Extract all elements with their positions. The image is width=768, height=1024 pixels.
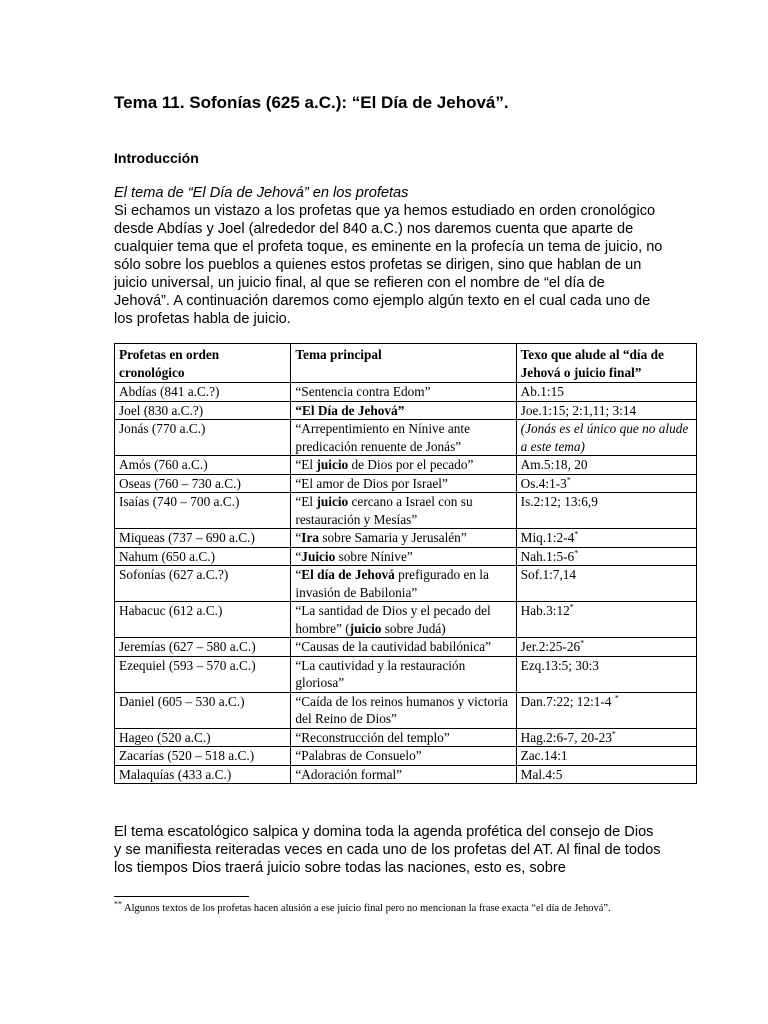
prophet-cell: Isaías (740 – 700 a.C.) bbox=[115, 493, 291, 529]
table-header-row bbox=[115, 344, 697, 383]
theme-cell bbox=[291, 456, 516, 475]
reference-text: Ab.1:15 bbox=[520, 384, 564, 399]
prophet-cell: Oseas (760 – 730 a.C.) bbox=[115, 474, 291, 493]
theme-cell bbox=[291, 638, 516, 657]
footnote-mark: * bbox=[569, 602, 574, 612]
prophet-cell: Daniel (605 – 530 a.C.) bbox=[115, 692, 291, 728]
prophet-cell: Nahum (650 a.C.) bbox=[115, 547, 291, 566]
theme-text: de Dios por el pecado” bbox=[348, 457, 474, 472]
reference-text: Joe.1:15; 2:1,11; 3:14 bbox=[520, 402, 637, 418]
theme-emphasis: juicio bbox=[316, 457, 349, 472]
prophet-cell: Zacarías (520 – 518 a.C.) bbox=[115, 747, 291, 766]
reference-cell bbox=[516, 638, 696, 657]
reference-cell bbox=[516, 420, 696, 456]
reference-cell bbox=[516, 401, 696, 420]
prophets-table bbox=[114, 343, 697, 784]
reference-cell bbox=[516, 692, 696, 728]
theme-cell bbox=[291, 493, 516, 529]
table-row bbox=[115, 529, 697, 548]
theme-text: sobre Judá) bbox=[381, 620, 446, 636]
theme-text: “Adoración formal” bbox=[295, 766, 403, 782]
reference-cell bbox=[516, 747, 696, 766]
theme-text: “Causas de la cautividad babilónica” bbox=[295, 639, 492, 654]
reference-text: Hab.3:12 bbox=[520, 603, 570, 618]
reference-cell bbox=[516, 529, 696, 548]
prophet-cell: Amós (760 a.C.) bbox=[115, 456, 291, 475]
theme-emphasis: juicio bbox=[349, 620, 382, 636]
footnote-text: Algunos textos de los profetas hacen alusión a ese juicio final pero no mencionan la frase exacta “el día de Jehová”. bbox=[122, 903, 611, 914]
reference-text: Zac.14:1 bbox=[520, 748, 568, 763]
prophet-cell: Joel (830 a.C.?) bbox=[115, 401, 291, 420]
theme-text: “La santidad de Dios y el pecado del hombre” ( bbox=[295, 603, 491, 636]
reference-text: Am.5:18, 20 bbox=[520, 457, 588, 472]
theme-emphasis: El día de Jehová bbox=[301, 567, 395, 582]
reference-text: (Jonás es el único que no alude a este tema) bbox=[520, 421, 689, 454]
footnote-mark: * bbox=[611, 729, 616, 739]
footnote-mark: * bbox=[614, 693, 619, 703]
table-row bbox=[115, 383, 697, 402]
reference-cell bbox=[516, 493, 696, 529]
page-title: Tema 11. Sofonías (625 a.C.): “El Día de Jehová”. bbox=[114, 93, 509, 112]
reference-text: Mal.4:5 bbox=[520, 766, 563, 782]
theme-text: “Palabras de Consuelo” bbox=[295, 748, 422, 763]
table-row bbox=[115, 728, 697, 747]
theme-cell bbox=[291, 474, 516, 493]
intro-block bbox=[114, 184, 664, 328]
footnote-mark: * bbox=[574, 529, 579, 539]
theme-text: “Sentencia contra Edom” bbox=[295, 384, 431, 399]
theme-cell bbox=[291, 547, 516, 566]
footnote-mark: * bbox=[566, 475, 571, 485]
table-row bbox=[115, 747, 697, 766]
table-row bbox=[115, 474, 697, 493]
table-row bbox=[115, 765, 697, 784]
theme-cell bbox=[291, 401, 516, 420]
theme-text: “La cautividad y la restauración gloriosa” bbox=[295, 657, 466, 690]
theme-text: sobre Samaria y Jerusalén” bbox=[319, 530, 467, 545]
reference-cell bbox=[516, 566, 696, 602]
table-row bbox=[115, 602, 697, 638]
theme-text: “Arrepentimiento en Nínive ante predicación renuente de Jonás” bbox=[295, 421, 471, 454]
prophet-cell: Jeremías (627 – 580 a.C.) bbox=[115, 638, 291, 657]
theme-cell bbox=[291, 656, 516, 692]
reference-text: Os.4:1-3 bbox=[520, 475, 567, 491]
table-body bbox=[115, 383, 697, 784]
theme-cell bbox=[291, 765, 516, 784]
theme-cell bbox=[291, 728, 516, 747]
theme-cell bbox=[291, 529, 516, 548]
theme-emphasis: Ira bbox=[301, 530, 320, 545]
table-row bbox=[115, 656, 697, 692]
theme-text: “El bbox=[295, 457, 317, 472]
reference-text: Nah.1:5-6 bbox=[520, 548, 575, 564]
reference-cell bbox=[516, 474, 696, 493]
theme-cell bbox=[291, 602, 516, 638]
prophet-cell: Habacuc (612 a.C.) bbox=[115, 602, 291, 638]
reference-text: Ezq.13:5; 30:3 bbox=[520, 657, 599, 673]
theme-cell bbox=[291, 420, 516, 456]
closing-paragraph: El tema escatológico salpica y domina toda la agenda profética del consejo de Dios y se manifiesta reiteradas veces en cada uno de los profetas del AT. Al final de todos los tiempos Dios traerá juicio sobre todas las naciones, esto es, sobre bbox=[114, 824, 661, 876]
table-row bbox=[115, 401, 697, 420]
prophet-cell: Miqueas (737 – 690 a.C.) bbox=[115, 529, 291, 548]
footnote-mark: * bbox=[580, 638, 585, 648]
theme-cell bbox=[291, 692, 516, 728]
header-theme: Tema principal bbox=[291, 344, 516, 383]
footnote bbox=[114, 901, 674, 917]
table-row bbox=[115, 547, 697, 566]
reference-text: Hag.2:6-7, 20-23 bbox=[520, 729, 612, 745]
intro-subtitle: El tema de “El Día de Jehová” en los profetas bbox=[114, 185, 409, 201]
theme-cell bbox=[291, 383, 516, 402]
reference-cell bbox=[516, 656, 696, 692]
theme-text: “Reconstrucción del templo” bbox=[295, 729, 450, 745]
theme-text: “ bbox=[295, 548, 302, 564]
header-reference: Texo que alude al “día de Jehová o juicio final” bbox=[516, 344, 696, 383]
reference-text: Dan.7:22; 12:1-4 bbox=[520, 693, 615, 709]
footnote-marker: ** bbox=[114, 899, 122, 909]
prophet-cell: Ezequiel (593 – 570 a.C.) bbox=[115, 656, 291, 692]
theme-emphasis: “El Día de Jehová” bbox=[295, 402, 405, 418]
reference-cell bbox=[516, 728, 696, 747]
footnote-mark: * bbox=[574, 548, 579, 558]
theme-emphasis: Juicio bbox=[301, 548, 336, 564]
table-row bbox=[115, 420, 697, 456]
prophet-cell: Sofonías (627 a.C.?) bbox=[115, 566, 291, 602]
table-row bbox=[115, 456, 697, 475]
theme-text: sobre Nínive” bbox=[335, 548, 413, 564]
theme-text: “El amor de Dios por Israel” bbox=[295, 475, 448, 491]
reference-cell bbox=[516, 765, 696, 784]
table-row bbox=[115, 566, 697, 602]
theme-cell bbox=[291, 747, 516, 766]
theme-cell bbox=[291, 566, 516, 602]
header-prophets: Profetas en orden cronológico bbox=[115, 344, 291, 383]
reference-cell bbox=[516, 547, 696, 566]
theme-text: cercano a Israel con su restauración y Mesías” bbox=[295, 494, 473, 527]
intro-paragraph: Si echamos un vistazo a los profetas que ya hemos estudiado en orden cronológico desde Abdías y Joel (alrededor del 840 a.C.) nos daremos cuenta que aparte de cualquier tema que el profeta toque, es eminente en la profecía un tema de juicio, no sólo sobre los pueblos a quienes estos profetas se dirigen, sino que hablan de un juicio universal, un juicio final, al que se refieren con el nombre de “el día de Jehová”. A continuación daremos como ejemplo algún texto en el cual cada uno de los profetas habla de juicio. bbox=[114, 203, 663, 327]
footnote-divider bbox=[114, 896, 249, 897]
reference-text: Jer.2:25-26 bbox=[520, 639, 581, 654]
table-row bbox=[115, 493, 697, 529]
reference-text: Is.2:12; 13:6,9 bbox=[520, 494, 598, 509]
theme-text: “ bbox=[295, 567, 302, 582]
reference-cell bbox=[516, 456, 696, 475]
prophet-cell: Malaquías (433 a.C.) bbox=[115, 765, 291, 784]
section-heading: Introducción bbox=[114, 150, 199, 166]
theme-text: “El bbox=[295, 494, 317, 509]
theme-text: prefigurado en la invasión de Babilonia” bbox=[295, 567, 489, 600]
theme-text: “ bbox=[295, 530, 302, 545]
theme-text: “Caída de los reinos humanos y victoria del Reino de Dios” bbox=[295, 693, 509, 726]
reference-cell bbox=[516, 602, 696, 638]
reference-text: Sof.1:7,14 bbox=[520, 567, 577, 582]
prophet-cell: Hageo (520 a.C.) bbox=[115, 728, 291, 747]
theme-emphasis: juicio bbox=[316, 494, 349, 509]
reference-cell bbox=[516, 383, 696, 402]
reference-text: Miq.1:2-4 bbox=[520, 530, 575, 545]
table-row bbox=[115, 692, 697, 728]
prophet-cell: Abdías (841 a.C.?) bbox=[115, 383, 291, 402]
prophet-cell: Jonás (770 a.C.) bbox=[115, 420, 291, 456]
table-row bbox=[115, 638, 697, 657]
